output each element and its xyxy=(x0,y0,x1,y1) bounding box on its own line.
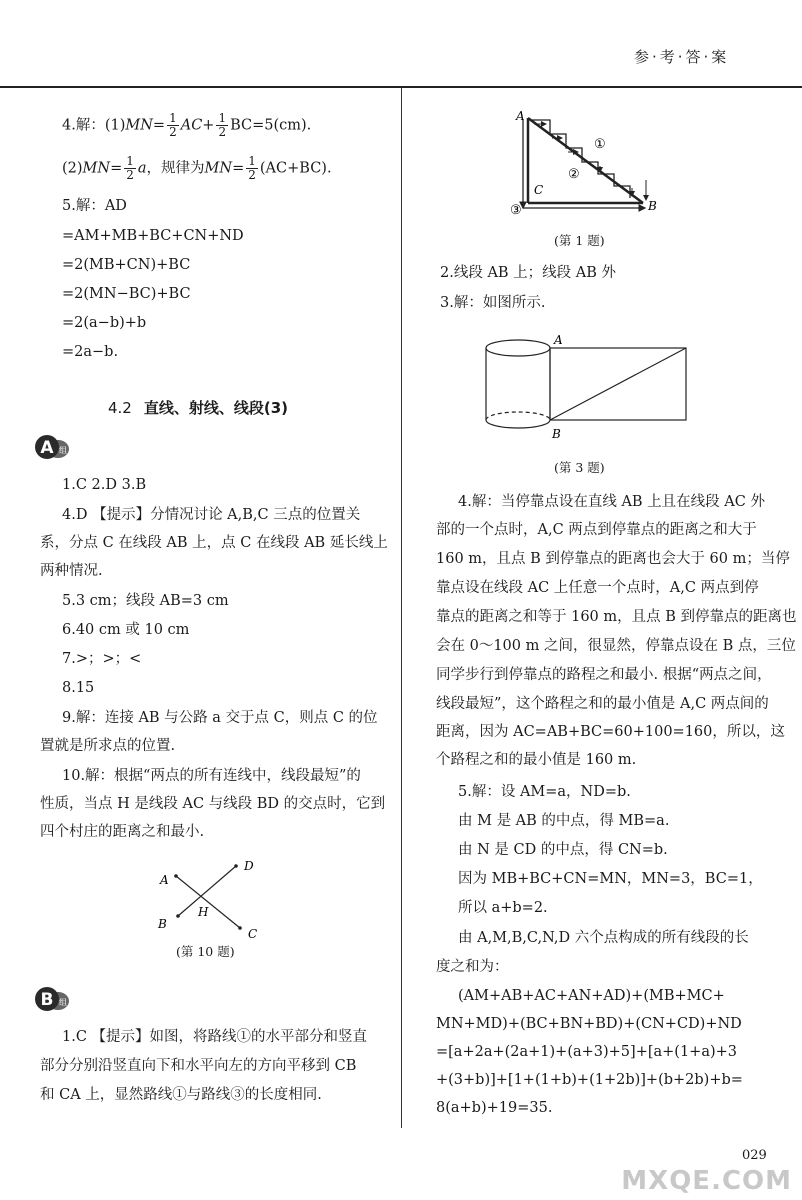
q5-line: 5.解：设 AM=a，ND=b. xyxy=(458,784,631,800)
group-a-badge xyxy=(34,434,70,460)
watermark: MXQE.COM xyxy=(621,1166,792,1196)
label-c: C xyxy=(248,927,258,938)
b-line: 部分分别沿竖直向下和水平向左的方向平移到 CB xyxy=(40,1058,357,1074)
a-line: 10.解：根据“两点的所有连线中，线段最短”的 xyxy=(62,768,361,784)
q4-line: 靠点的距离之和等于 160 m，且点 B 到停靠点的距离也 xyxy=(436,609,797,625)
label-a: A xyxy=(516,109,525,123)
figure-10 xyxy=(150,858,270,938)
a-line: 1.C 2.D 3.B xyxy=(62,477,147,493)
route-3-label: ③ xyxy=(510,203,522,218)
q5-line: =2(a−b)+b xyxy=(62,315,147,331)
q5-line: 由 M 是 AB 的中点，得 MB=a. xyxy=(458,813,670,829)
q4-line: 靠点设在线段 AC 上任意一个点时，A,C 两点到停 xyxy=(436,580,759,596)
a-line: 性质，当点 H 是线段 AC 与线段 BD 的交点时，它到 xyxy=(40,796,386,812)
b-line: 1.C 【提示】如图，将路线①的水平部分和竖直 xyxy=(62,1029,368,1045)
a-line: 四个村庄的距离之和最小. xyxy=(40,824,205,840)
fig1-caption: (第 1 题) xyxy=(554,233,605,248)
q5-line: =AM+MB+BC+CN+ND xyxy=(62,228,244,244)
figure-3 xyxy=(478,330,698,445)
label-a: A xyxy=(554,333,563,347)
q5-line: 由 N 是 CD 的中点，得 CN=b. xyxy=(458,842,668,858)
q5-line: (AM+AB+AC+AN+AD)+(MB+MC+ xyxy=(458,988,725,1004)
label-b: B xyxy=(552,427,561,441)
q5-line: 5.解：AD xyxy=(62,198,127,214)
a-line: 两种情况. xyxy=(40,563,103,579)
label-b: B xyxy=(648,199,657,213)
svg-text:组: 组 xyxy=(59,446,67,455)
right-q2: 2.线段 AB 上；线段 AB 外 xyxy=(440,265,617,281)
segment-ac xyxy=(176,876,240,928)
q4-line: 4.解：当停靠点设在直线 AB 上且在线段 AC 外 xyxy=(458,494,765,510)
svg-text:A: A xyxy=(40,438,54,458)
q5-line: 由 A,M,B,C,N,D 六个点构成的所有线段的长 xyxy=(458,930,749,946)
q5-line: =2(MB+CN)+BC xyxy=(62,257,191,273)
group-b-badge xyxy=(34,986,70,1012)
section-title: 4.2 直线、射线、线段(3) xyxy=(108,399,289,417)
q5-line: =2a−b. xyxy=(62,344,119,360)
q4-line: 部的一个点时，A,C 两点到停靠点的距离之和大于 xyxy=(436,522,757,538)
label-c: C xyxy=(534,183,544,197)
label-a: A xyxy=(160,873,169,887)
fig10-caption: (第 10 题) xyxy=(176,944,235,959)
left-q4-line2: (2)MN= $\frac{1}{2}$ a，规律为MN= $\frac{1}{2}$ (AC+BC). xyxy=(62,154,332,182)
svg-text:组: 组 xyxy=(59,998,67,1007)
route-2-label: ② xyxy=(568,167,580,182)
running-header: 参·考·答·案 xyxy=(634,48,730,66)
q5-line: 8(a+b)+19=35. xyxy=(436,1100,553,1116)
fig3-caption: (第 3 题) xyxy=(554,460,605,475)
a-line: 4.D 【提示】分情况讨论 A,B,C 三点的位置关 xyxy=(62,507,361,523)
q4-line: 距离，因为 AC=AB+BC=60+100=160，所以，这 xyxy=(436,724,785,740)
right-q3: 3.解：如图所示. xyxy=(440,295,546,311)
route-1-label: ① xyxy=(594,137,606,152)
q5-line: 因为 MB+BC+CN=MN，MN=3，BC=1， xyxy=(458,871,763,887)
label-d: D xyxy=(244,859,254,873)
a-line: 9.解：连接 AB 与公路 a 交于点 C，则点 C 的位 xyxy=(62,710,378,726)
a-line: 6.40 cm 或 10 cm xyxy=(62,622,190,638)
a-line: 7.>；>；< xyxy=(62,651,142,667)
a-line: 置就是所求点的位置. xyxy=(40,738,176,754)
q4-line: 个路程之和的最小值是 160 m. xyxy=(436,752,637,768)
q4-line: 160 m，且点 B 到停靠点的距离也会大于 60 m；当停 xyxy=(436,551,790,567)
svg-text:B: B xyxy=(40,990,54,1010)
q5-line: =2(MN−BC)+BC xyxy=(62,286,191,302)
label-h: H xyxy=(198,905,209,919)
a-line: 系，分点 C 在线段 AB 上，点 C 在线段 AB 延长线上 xyxy=(40,535,388,551)
q5-line: 度之和为： xyxy=(436,959,509,975)
b-line: 和 CA 上，显然路线①与路线③的长度相同. xyxy=(40,1087,322,1103)
q4-line: 同学步行到停靠点的路程之和最小. 根据“两点之间， xyxy=(436,667,772,683)
label-b: B xyxy=(158,917,167,931)
a-line: 5.3 cm；线段 AB=3 cm xyxy=(62,593,229,609)
q4-line: 会在 0～100 m 之间，很显然，停靠点设在 B 点，三位 xyxy=(436,638,796,654)
a-line: 8.15 xyxy=(62,680,95,696)
q5-line: MN+MD)+(BC+BN+BD)+(CN+CD)+ND xyxy=(436,1016,742,1032)
q4-line: 线段最短”，这个路程之和的最小值是 A,C 两点间的 xyxy=(436,696,769,712)
page-number: 029 xyxy=(742,1148,767,1163)
q5-line: +(3+b)]+[1+(1+b)+(1+2b)]+(b+2b)+b= xyxy=(436,1072,743,1088)
figure-1 xyxy=(508,108,668,220)
left-q4-line1: 4.解：(1)MN= $\frac{1}{2}$ AC+ $\frac{1}{2}$ BC=5(cm). xyxy=(62,111,312,139)
column-divider xyxy=(401,88,402,1128)
q5-line: =[a+2a+(2a+1)+(a+3)+5]+[a+(1+a)+3 xyxy=(436,1044,738,1060)
q5-line: 所以 a+b=2. xyxy=(458,900,548,916)
